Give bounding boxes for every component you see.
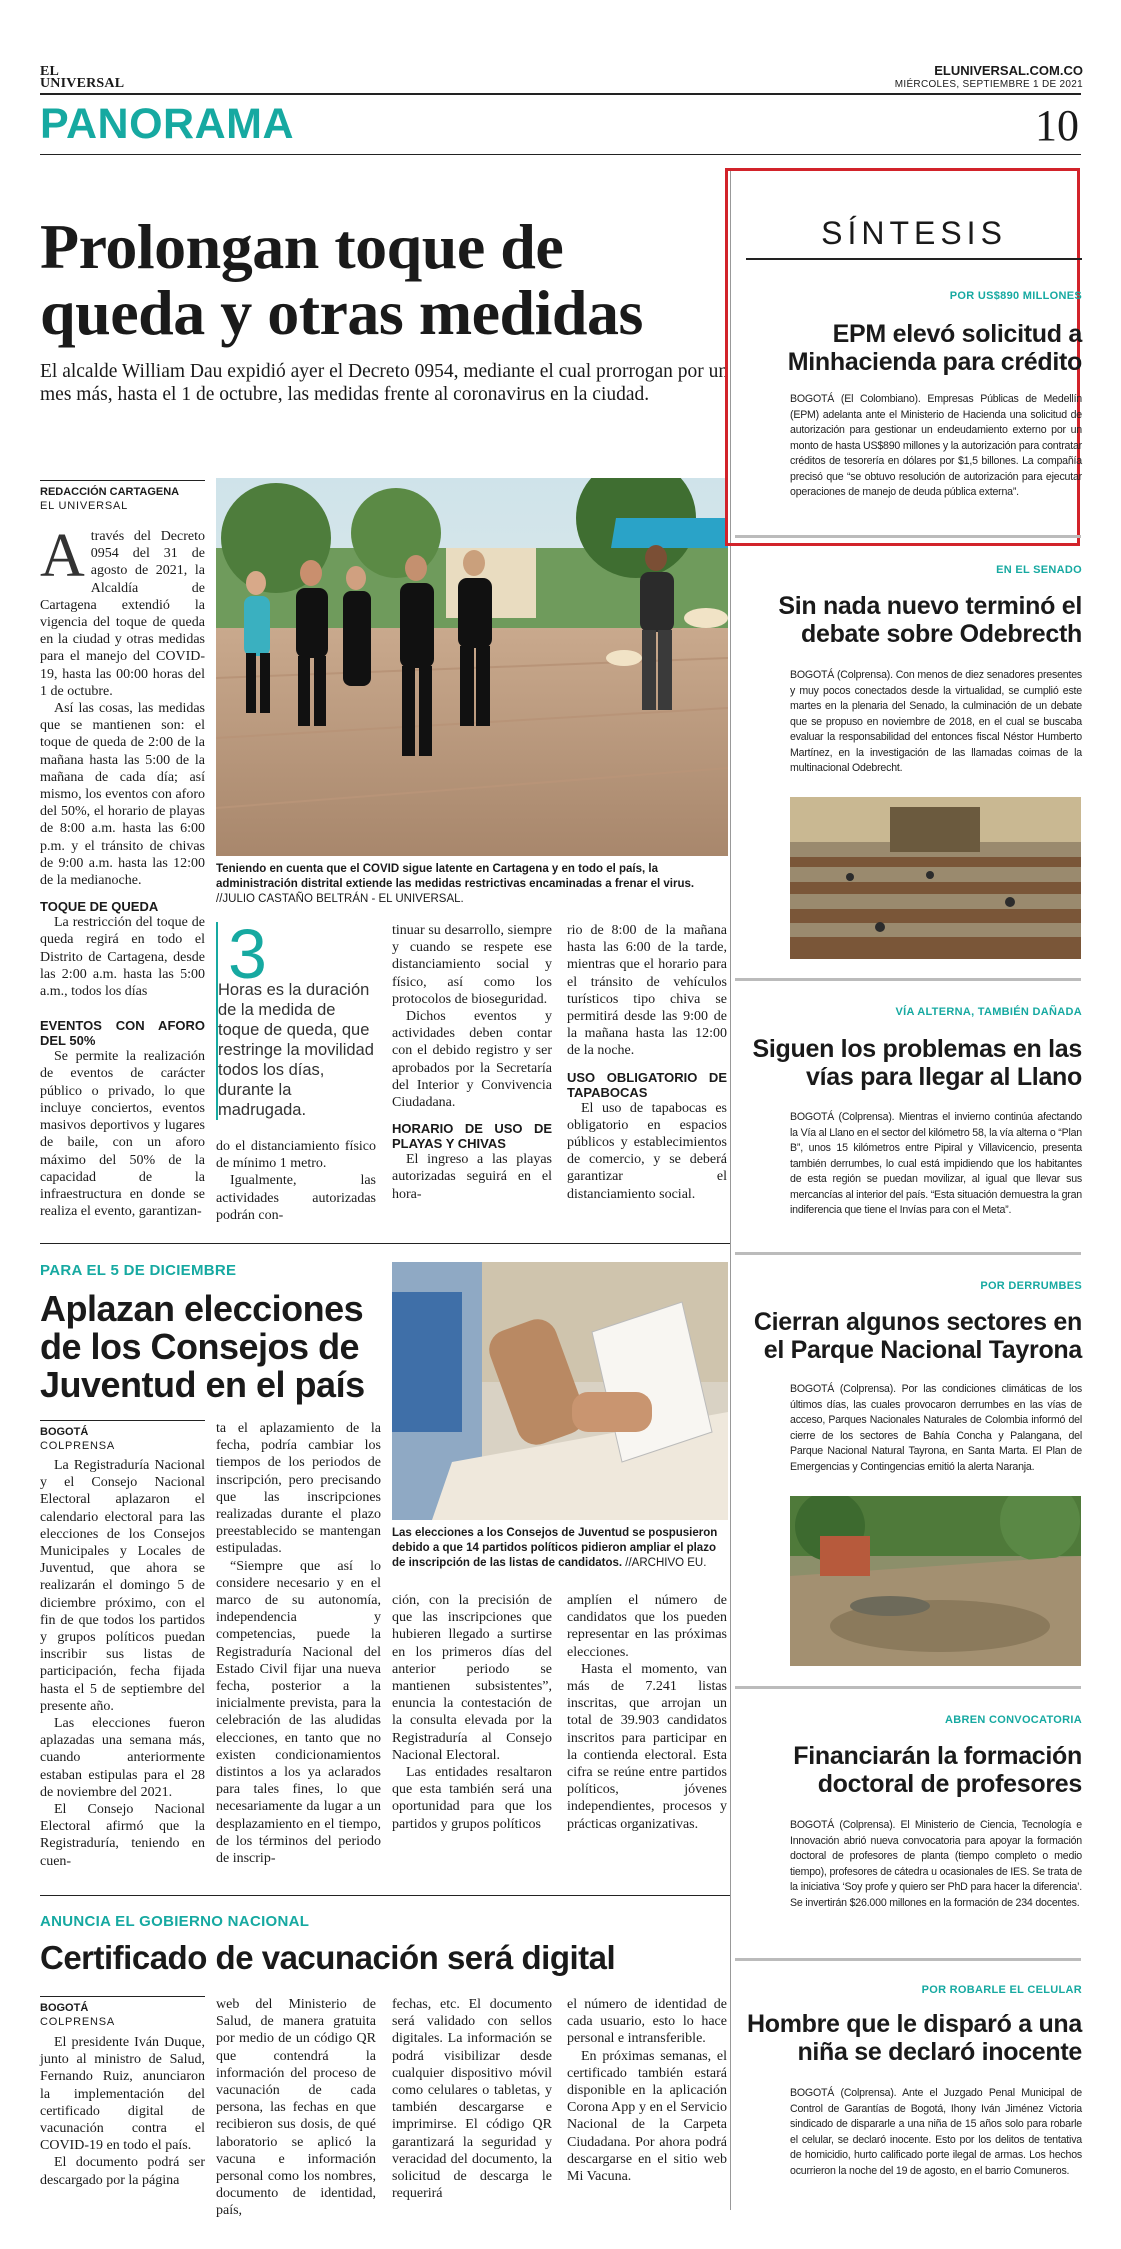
sidebar-kicker: POR US$890 MILLONES <box>949 290 1082 302</box>
sidebar-headline: Sin nada nuevo terminó el debate sobre Odebrecth <box>778 592 1082 648</box>
main-col-4 <box>567 922 727 1203</box>
sidebar-divider <box>735 1958 1081 1961</box>
article2-paragraph: La Registraduría Nacional y el Consejo Nacional Electoral aplazaron el calendario electoral para las elecciones de los Consejos Municipales y Locales de Juventud, que ahora se realizarán el domingo 5 de diciembre próximo, con el fin de que todos los partidos y grupos políticos puedan inscribir sus listas de participación, fecha fijada hasta el 5 de septiembre del presente año. <box>40 1458 205 1714</box>
article2-paragraph: “Siempre que así lo considere necesario y en el marco de su autonomía, independencia y competencias, puede la Registraduría Nacional del Estado Civil fijar una nueva fecha, posterior a la inicialmente prevista, para la celebración de las aludidas elecciones, en tanto que no existen condicionamientos distintos a los ya aclarados para tales fines, lo que necesariamente da lugar a un desplazamiento en el tiempo, de los términos del periodo de inscrip- <box>216 1558 381 1867</box>
caption-credit: //JULIO CASTAÑO BELTRÁN - EL UNIVERSAL. <box>216 893 464 905</box>
article3-kicker: ANUNCIA EL GOBIERNO NACIONAL <box>40 1913 310 1930</box>
senate-photo <box>790 797 1081 959</box>
sidebar-body: BOGOTÁ (Colprensa). Mientras el invierno continúa afectando la Vía al Llano en el sector del kilómetro 58, la vía alterna o “Plan B”, unos 15 kilómetros entre Pipiral y Villavicencio, presenta también derrumbes, lo cual está impidiendo que los habitantes de esta región se puedan movilizar, al igual que llevar sus mercancías al interior del país. “Esta situación demuestra la gran indiferencia que tiene el Invías para con el Meta”. <box>790 1111 1082 1216</box>
sidebar-body: BOGOTÁ (Colprensa). Con menos de diez senadores presentes y muy pocos conectados desde la virtualidad, se cumplió este martes en la plenaria del Senado, la culminación de un debate que se propuso en noviembre de 2018, en el cual se buscaba evaluar la responsabilidad del entonces fiscal Néstor Humberto Martínez, en la investigación de las llamadas coimas de la multinacional Odebrecht. <box>790 669 1082 774</box>
page-number: 10 <box>1035 101 1079 150</box>
main-photo <box>216 478 728 856</box>
masthead-site <box>895 64 1083 92</box>
byline-source: EL UNIVERSAL <box>40 500 129 512</box>
main-paragraph: La restricción del toque de queda regirá en todo el Distrito de Cartagena, desde las 2:00 a.m. hasta las 5:00 a.m., todos los días <box>40 915 205 1000</box>
byline-source: COLPRENSA <box>40 1440 116 1452</box>
issue-date: MIÉRCOLES, SEPTIEMBRE 1 DE 2021 <box>894 79 1083 90</box>
article2-paragraph: El Consejo Nacional Electoral afirmó que la Registraduría, teniendo en cuen- <box>40 1802 205 1869</box>
article3-headline: Certificado de vacunación será digital <box>40 1939 616 1976</box>
sidebar-title-rule <box>746 258 1082 260</box>
site-url[interactable]: ELUNIVERSAL.COM.CO <box>934 63 1083 78</box>
article3-col-1 <box>40 2034 205 2189</box>
sidebar-body: BOGOTÁ (Colprensa). Ante el Juzgado Penal Municipal de Control de Garantías de Bogotá, Ihony Iván Jiménez Victoria sindicado de dispararle a una niña de 15 años solo para robarle el celular, se declaró inocente. Esto por los delitos de tentativa de homicidio, hurto calificado porte ilegal de armas. Los hechos ocurrieron la noche del 19 de agosto, en el barrio Comuneros. <box>790 2087 1082 2177</box>
byline-source: COLPRENSA <box>40 2016 116 2028</box>
byline-author: REDACCIÓN CARTAGENA <box>40 486 180 498</box>
fact-number: 3 <box>228 915 267 993</box>
sidebar-kicker: POR ROBARLE EL CELULAR <box>921 1984 1082 1996</box>
main-paragraph: tinuar su desarrollo, siempre y cuando se respete ese distanciamiento social y físico, así como los protocolos de bioseguridad. <box>392 923 552 1007</box>
byline-author: BOGOTÁ <box>40 2002 89 2014</box>
article3-byline <box>40 1996 205 2029</box>
caption-text: Las elecciones a los Consejos de Juventud se pospusieron debido a que 14 partidos políticos pidieron ampliar el plazo de inscripción de las listas de candidatos. <box>392 1527 718 1569</box>
main-paragraph: Igualmente, las actividades autorizadas podrán con- <box>216 1173 376 1223</box>
main-paragraph: rio de 8:00 de la mañana hasta las 6:00 de la tarde, mientras que el horario para el tránsito de vehículos turísticos tipo chiva se permitirá desde las 9:00 de la mañana hasta las 12:00 de la noche. <box>567 923 727 1059</box>
tayrona-photo <box>790 1496 1081 1666</box>
article2-paragraph: Hasta el momento, van más de 7.241 listas inscritas, que arrojan un total de 39.903 candidatos inscritos para participar en la contienda electoral. Esta cifra se reúne entre partidos políticos, jóvenes independientes, procesos y prácticas organizativas. <box>567 1661 727 1832</box>
article2-photo-caption <box>392 1526 728 1571</box>
landslide-photo-illustration <box>790 1496 1081 1666</box>
fact-text: Horas es la duración de la medida de toque de queda, que restringe la movilidad todos los días, durante la madrugada. <box>218 981 374 1119</box>
article3-paragraph: el número de identidad de cada usuario, esto lo hace personal e intransferible. <box>567 1997 727 2047</box>
article2-kicker: PARA EL 5 DE DICIEMBRE <box>40 1262 237 1279</box>
article-divider <box>40 1895 730 1896</box>
main-headline: Prolongan toque de queda y otras medidas <box>40 211 643 348</box>
fact-box <box>216 915 378 1120</box>
article3-paragraph: fechas, etc. El documento será validado con sellos digitales. La información se podrá visibilizar desde cualquier dispositivo móvil como celulares o tabletas, y también descargarse e imprimirse. El código QR garantizará la seguridad y veracidad del documento, la solicitud de descarga le requerirá <box>392 1997 552 2202</box>
caption-text: Teniendo en cuenta que el COVID sigue latente en Cartagena y en todo el país, la administración distrital extiende las medidas restrictivas encaminadas a frenar el virus. <box>216 863 695 890</box>
article3-paragraph: El presidente Iván Duque, junto al ministro de Salud, Fernando Ruiz, anunciaron la implementación del certificado digital de vacunación contra el COVID-19 en todo el país. <box>40 2035 205 2154</box>
article2-col-3 <box>392 1592 552 1833</box>
article2-byline <box>40 1420 205 1453</box>
senate-photo-illustration <box>790 797 1081 959</box>
article2-paragraph: ción, con la precisión de que las inscripciones que hubieren llegado a surtirse en los primeros días del anterior periodo se mantienen subsistentes”, enuncia la contestación de la consulta elevada por la Registraduría al Consejo Nacional Electoral. <box>392 1593 552 1763</box>
main-paragraph: Dichos eventos y actividades deben contar con el debido registro y ser aprobados por la Secretaría del Interior y Convivencia Ciudadana. <box>392 1009 552 1111</box>
article2-paragraph: Las elecciones fueron aplazadas una semana más, cuando anteriormente estaban estipulas para el 28 de noviembre del 2021. <box>40 1716 205 1800</box>
article2-photo <box>392 1262 728 1520</box>
sidebar-headline: Cierran algunos sectores en el Parque Nacional Tayrona <box>753 1308 1082 1364</box>
sidebar-divider <box>735 535 1081 538</box>
article3-col-3 <box>392 1996 552 2202</box>
main-paragraph: El uso de tapabocas es obligatorio en espacios públicos y establecimientos de comercio, y se deberá garantizar el distanciamiento social. <box>567 1100 727 1202</box>
logo-line1: EL <box>40 64 60 79</box>
main-col-3 <box>392 922 552 1203</box>
article2-paragraph: Las entidades resaltaron que esta también será una oportunidad para que los partidos y grupos políticos <box>392 1765 552 1832</box>
sidebar-body: BOGOTÁ (Colprensa). Por las condiciones climáticas de los últimos días, las cuales provocaron derrumbes en las vías de acceso, Parques Nacionales Naturales de Colombia informó del cierre de los sectores de Bahía Concha y Palangana, del Parque Nacional Natural Tayrona, en Santa Marta. El Plan de Emergencias y Contingencias emitió la alerta Naranja. <box>790 1383 1082 1473</box>
sidebar-divider <box>735 1252 1081 1255</box>
article3-col-2 <box>216 1996 376 2220</box>
main-photo-caption <box>216 862 726 907</box>
sidebar-kicker: ABREN CONVOCATORIA <box>945 1714 1082 1726</box>
article3-col-4 <box>567 1996 727 2185</box>
sidebar-title: SÍNTESIS <box>821 215 1007 251</box>
article3-paragraph: web del Ministerio de Salud, de manera gratuita por medio de un código QR que contendrá la información del proceso de vacunación de cada persona, las fechas en que recibieron sus dosis, de qué laboratorio se aplicó la vacuna e información personal como los nombres, documento de identidad, país, <box>216 1997 376 2219</box>
sidebar-body: BOGOTÁ (El Colombiano). Empresas Públicas de Medellín (EPM) adelanta ante el Ministerio de Hacienda una solicitud de autorización para gestionar un endeudamiento externo por un monto de hasta US$890 millones y la autorización para contratar créditos de tesorería en dólares por $1,5 billones. La compañía precisó que “se obtuvo resolución de autorización para ejecutar operaciones de manejo de deuda pública externa”. <box>790 393 1082 498</box>
article2-col-4 <box>567 1592 727 1833</box>
sidebar-headline: Siguen los problemas en las vías para llegar al Llano <box>752 1035 1082 1091</box>
subhead: HORARIO DE USO DE PLAYAS Y CHIVAS <box>392 1121 552 1152</box>
subhead: TOQUE DE QUEDA <box>40 899 159 915</box>
byline-author: BOGOTÁ <box>40 1426 89 1438</box>
main-byline <box>40 480 205 513</box>
sidebar-body: BOGOTÁ (Colprensa). El Ministerio de Ciencia, Tecnología e Innovación abrió nueva convocatoria para apoyar la formación doctoral de profesores de planta (tiempo completo o medio tiempo), profesores de cátedra u ocasionales de IES. Se trata de la iniciativa ‘Soy profe y quiero ser PhD para hacer la diferencia’. Se invertirán $26.000 millones en la formación de 234 docentes. <box>790 1819 1082 1909</box>
article2-col-1 <box>40 1457 205 1870</box>
ballot-photo-illustration <box>392 1262 728 1520</box>
article2-col-2 <box>216 1420 381 1867</box>
subhead: USO OBLIGATORIO DE TAPABOCAS <box>567 1069 727 1100</box>
sidebar-headline: Hombre que le disparó a una niña se declaró inocente <box>746 2010 1082 2066</box>
sidebar-kicker: VÍA ALTERNA, TAMBIÉN DAÑADA <box>895 1006 1082 1018</box>
sidebar-headline: Financiarán la formación doctoral de profesores <box>793 1742 1082 1798</box>
newspaper-logo <box>40 66 124 90</box>
main-col-2 <box>216 1138 376 1224</box>
main-paragraph: Así las cosas, las medidas que se mantienen son: el toque de queda de 2:00 de la mañana hasta las 5:00 de la mañana de cada día; así mismo, los eventos con aforo del 50%, el horario de playas de 8:00 a.m. hasta las 6:00 p.m. y el tránsito de chivas de 9:00 a.m. hasta las 12:00 de la medianoche. <box>40 701 205 889</box>
article-divider <box>40 1243 730 1244</box>
caption-credit: //ARCHIVO EU. <box>625 1557 707 1569</box>
article3-paragraph: En próximas semanas, el certificado también estará disponible en la aplicación Corona App y en el Servicio Nacional de la Carpeta Ciudadana. Por ahora podrá descargarse en el sitio web Mi Vacuna. <box>567 2048 727 2185</box>
street-photo-illustration <box>216 478 728 856</box>
main-dek: El alcalde William Dau expidió ayer el Decreto 0954, mediante el cual prorrogan por un mes más, hasta el 1 de octubre, las medidas frente al coronavirus en la ciudad. <box>40 361 729 405</box>
main-paragraph: Se permite la realización de eventos de carácter público o privado, lo que incluye conciertos, eventos masivos deportivos y lugares de baile, con un aforo máximo del 50% de la capacidad de la infraestructura en donde se realiza el evento, garantizan- <box>40 1049 205 1220</box>
main-col-1 <box>40 522 205 1220</box>
article2-paragraph: amplíen el número de candidatos que los pueden representar en las próximas elecciones. <box>567 1593 727 1660</box>
masthead-rule <box>40 93 1081 95</box>
main-paragraph: El ingreso a las playas autorizadas seguirá en el hora- <box>392 1152 552 1202</box>
sidebar-kicker: EN EL SENADO <box>996 564 1082 576</box>
sidebar-kicker: POR DERRUMBES <box>980 1280 1082 1292</box>
drop-cap: A <box>40 522 85 590</box>
article2-headline: Aplazan elecciones de los Consejos de Juventud en el país <box>40 1288 365 1405</box>
logo-line2: UNIVERSAL <box>40 76 125 91</box>
subhead: EVENTOS CON AFORO DEL 50% <box>40 1018 205 1049</box>
article3-paragraph: El documento podrá ser descargado por la página <box>40 2155 205 2188</box>
sidebar-headline: EPM elevó solicitud a Minhacienda para crédito <box>787 320 1082 376</box>
main-paragraph: do el distanciamiento físico de mínimo 1 metro. <box>216 1139 376 1172</box>
main-paragraph: través del Decreto 0954 del 31 de agosto de 2021, la Alcaldía de Cartagena extendió la vigencia del toque de queda en la ciudad y otras medidas para el manejo del COVID-19, hasta las 00:00 horas del 1 de octubre. <box>40 529 205 699</box>
article2-paragraph: ta el aplazamiento de la fecha, podría cambiar los tiempos de los periodos de inscripción, pero precisando que las inscripciones realizadas durante el plazo preestablecido se mantengan estipuladas. <box>216 1421 381 1557</box>
sidebar-divider <box>735 978 1081 981</box>
sidebar-divider <box>735 1686 1081 1689</box>
section-rule <box>40 154 1081 155</box>
section-title: PANORAMA <box>40 100 295 148</box>
